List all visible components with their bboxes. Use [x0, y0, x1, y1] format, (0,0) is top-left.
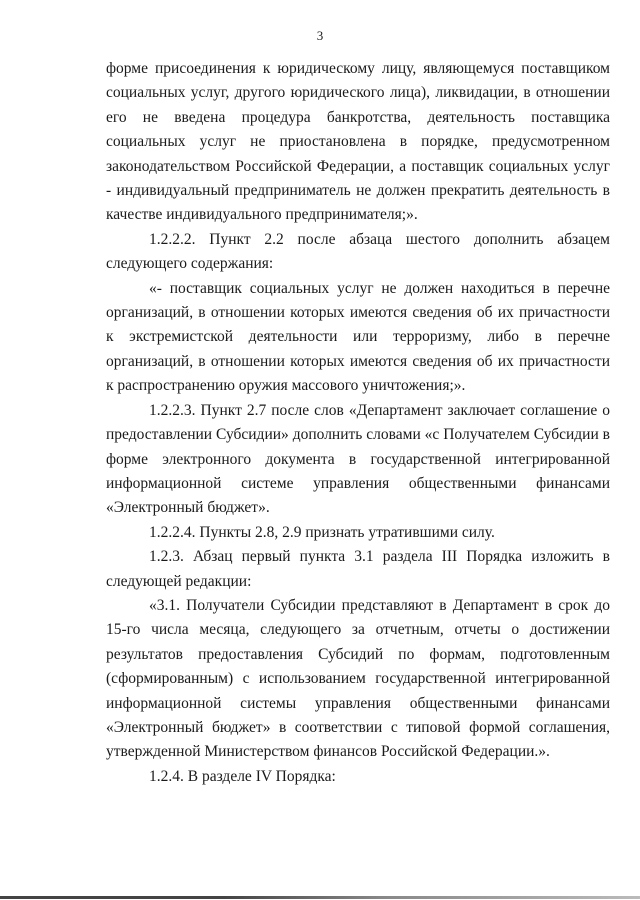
- paragraph-1-2-3: 1.2.3. Абзац первый пункта 3.1 раздела III Порядка изложить в следующей редакции:: [106, 548, 610, 590]
- paragraph-continuation: форме присоединения к юридическому лицу, являющемуся поставщиком социальных услуг, другого юридического лица), ликвидации, в отношении его не введена процедура банкротства, деятельность поставщика социальных услуг не приостановлена в порядке, предусмотренном законодательством Российской Федерации, а поставщик социальных услуг - индивидуальный предприниматель не должен прекратить деятельность в качестве индивидуального предпринимателя;».: [106, 60, 610, 224]
- paragraph-quoted-supplier-requirement: «- поставщик социальных услуг не должен находиться в перечне организаций, в отношении которых имеются сведения об их причастности к экстремистской деятельности или терроризму, либо в перечне организаций, в отношении которых имеются сведения об их причастности к распространению оружия массового уничтожения;».: [106, 279, 610, 395]
- paragraph-1-2-2-2: 1.2.2.2. Пункт 2.2 после абзаца шестого дополнить абзацем следующего содержания:: [106, 230, 610, 273]
- document-body: [106, 57, 610, 789]
- paragraph-1-2-2-3: 1.2.2.3. Пункт 2.7 после слов «Департамент заключает соглашение о предоставлении Субсидии» дополнить словами «с Получателем Субсидии в форме электронного документа в государственной интегрированной информационной системе управления общественными финансами «Электронный бюджет».: [106, 401, 610, 517]
- paragraph-1-2-4: 1.2.4. В разделе IV Порядка:: [149, 767, 336, 785]
- paragraph-quoted-3-1: «3.1. Получатели Субсидии представляют в Департамент в срок до 15-го числа месяца, следующего за отчетным, отчеты о достижении результатов предоставления Субсидий по формам, подготовленным (сформированным) с использованием государственной интегрированной информационной системы управления общественными финансами «Электронный бюджет» в соответствии с типовой формой соглашения, утвержденной Министерством финансов Российской Федерации.».: [106, 596, 610, 761]
- scan-edge-line: [0, 896, 640, 899]
- paragraph-1-2-2-4: 1.2.2.4. Пункты 2.8, 2.9 признать утратившими силу.: [149, 523, 495, 541]
- page-number: 3: [316, 28, 324, 43]
